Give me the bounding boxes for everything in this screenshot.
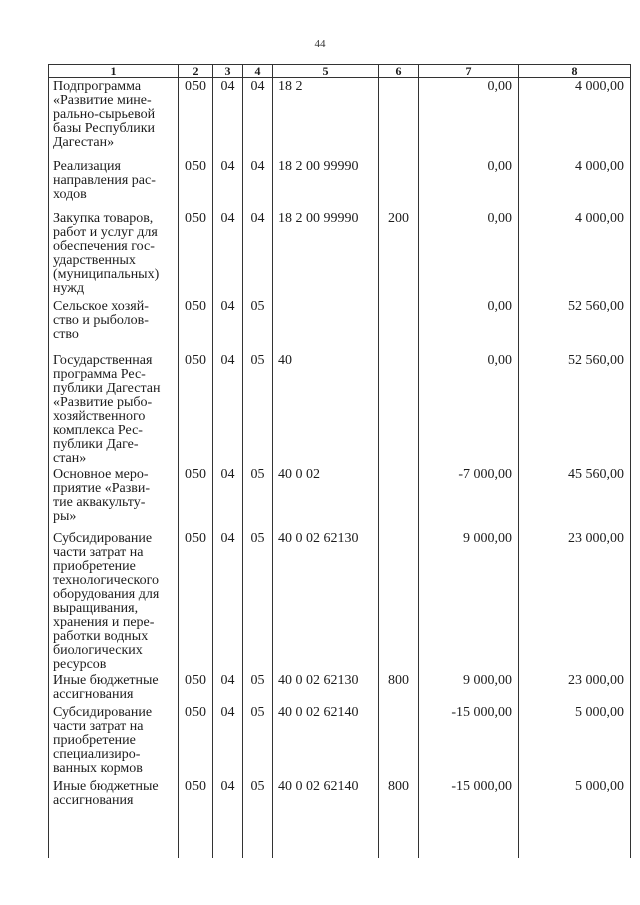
expense-type-cell bbox=[379, 78, 419, 158]
row-name-line: (муниципальных) bbox=[53, 266, 160, 282]
change-amount-cell: 0,00 bbox=[419, 158, 519, 210]
row-name-line: Закупка товаров, bbox=[53, 210, 154, 226]
column-header: 2 bbox=[179, 65, 213, 78]
subsection-code-cell: 04 bbox=[243, 210, 273, 298]
admin-code-cell: 050 bbox=[179, 352, 213, 466]
row-name-line: тие аквакульту- bbox=[53, 494, 146, 510]
target-article-cell: 18 2 00 99990 bbox=[273, 210, 379, 298]
row-name-cell bbox=[49, 352, 179, 466]
row-name-cell bbox=[49, 210, 179, 298]
total-amount-cell: 4 000,00 bbox=[519, 158, 631, 210]
column-header: 4 bbox=[243, 65, 273, 78]
subsection-code-cell: 04 bbox=[243, 78, 273, 158]
empty-cell bbox=[419, 836, 519, 858]
row-name-line: Сельское хозяй- bbox=[53, 298, 149, 314]
row-name-line: части затрат на bbox=[53, 544, 144, 560]
row-name-line: ресурсов bbox=[53, 656, 107, 672]
table-row bbox=[49, 158, 631, 210]
row-name-line: биологических bbox=[53, 642, 143, 658]
row-name-line: работ и услуг для bbox=[53, 224, 158, 240]
row-name-line: ры» bbox=[53, 508, 77, 524]
section-code-cell: 04 bbox=[213, 778, 243, 836]
row-name-line: выращивания, bbox=[53, 600, 139, 616]
table-row bbox=[49, 210, 631, 298]
row-name-line: части затрат на bbox=[53, 718, 144, 734]
row-name-line: ство и рыболов- bbox=[53, 312, 149, 328]
subsection-code-cell: 05 bbox=[243, 352, 273, 466]
row-name-line: Иные бюджетные bbox=[53, 778, 159, 794]
row-name-line: ассигнования bbox=[53, 686, 134, 702]
subsection-code-cell: 05 bbox=[243, 672, 273, 704]
row-name-line: Основное меро- bbox=[53, 466, 149, 482]
admin-code-cell: 050 bbox=[179, 466, 213, 530]
row-name-line: ходов bbox=[53, 186, 87, 202]
row-name-line: программа Рес- bbox=[53, 366, 146, 382]
change-amount-cell: 9 000,00 bbox=[419, 530, 519, 672]
section-code-cell: 04 bbox=[213, 530, 243, 672]
table-row bbox=[49, 530, 631, 672]
expense-type-cell bbox=[379, 466, 419, 530]
empty-cell bbox=[273, 836, 379, 858]
table-row bbox=[49, 672, 631, 704]
row-name-line: публики Даге- bbox=[53, 436, 139, 452]
row-name-cell bbox=[49, 78, 179, 158]
row-name-cell bbox=[49, 704, 179, 778]
row-name-line: хранения и пере- bbox=[53, 614, 155, 630]
subsection-code-cell: 05 bbox=[243, 778, 273, 836]
expense-type-cell: 800 bbox=[379, 778, 419, 836]
column-header: 8 bbox=[519, 65, 631, 78]
section-code-cell: 04 bbox=[213, 298, 243, 352]
row-name-line: ассигнования bbox=[53, 792, 134, 808]
target-article-cell: 40 0 02 62130 bbox=[273, 672, 379, 704]
budget-table bbox=[48, 64, 631, 858]
row-name-cell bbox=[49, 530, 179, 672]
row-name-line: оборудования для bbox=[53, 586, 160, 602]
column-header: 3 bbox=[213, 65, 243, 78]
row-name-cell bbox=[49, 466, 179, 530]
section-code-cell: 04 bbox=[213, 158, 243, 210]
row-name-line: работки водных bbox=[53, 628, 149, 644]
empty-cell bbox=[379, 836, 419, 858]
empty-cell bbox=[519, 836, 631, 858]
expense-type-cell bbox=[379, 158, 419, 210]
row-name-line: стан» bbox=[53, 450, 87, 466]
target-article-cell: 40 0 02 62140 bbox=[273, 704, 379, 778]
section-code-cell: 04 bbox=[213, 352, 243, 466]
total-amount-cell: 52 560,00 bbox=[519, 352, 631, 466]
change-amount-cell: 0,00 bbox=[419, 210, 519, 298]
row-name-line: ство bbox=[53, 326, 79, 342]
row-name-line: ударственных bbox=[53, 252, 136, 268]
admin-code-cell: 050 bbox=[179, 210, 213, 298]
change-amount-cell: -15 000,00 bbox=[419, 778, 519, 836]
row-name-line: Субсидирование bbox=[53, 530, 153, 546]
row-name-line: обеспечения гос- bbox=[53, 238, 155, 254]
total-amount-cell: 23 000,00 bbox=[519, 672, 631, 704]
row-name-line: рально-сырьевой bbox=[53, 107, 156, 122]
target-article-cell: 40 bbox=[273, 352, 379, 466]
expense-type-cell: 800 bbox=[379, 672, 419, 704]
row-name-cell bbox=[49, 778, 179, 836]
row-name-cell bbox=[49, 158, 179, 210]
target-article-cell: 40 0 02 bbox=[273, 466, 379, 530]
subsection-code-cell: 05 bbox=[243, 704, 273, 778]
admin-code-cell: 050 bbox=[179, 704, 213, 778]
row-name-line: Реализация bbox=[53, 158, 121, 174]
row-name-line: приятие «Разви- bbox=[53, 480, 151, 496]
table-row bbox=[49, 298, 631, 352]
row-name-cell bbox=[49, 672, 179, 704]
row-name-line: Подпрограмма bbox=[53, 79, 142, 94]
target-article-cell: 18 2 00 99990 bbox=[273, 158, 379, 210]
expense-type-cell: 200 bbox=[379, 210, 419, 298]
row-name-line: базы Республики bbox=[53, 121, 156, 136]
total-amount-cell: 5 000,00 bbox=[519, 704, 631, 778]
empty-cell bbox=[179, 836, 213, 858]
column-header: 5 bbox=[273, 65, 379, 78]
row-name-line: Иные бюджетные bbox=[53, 672, 159, 688]
table-body bbox=[49, 78, 631, 858]
section-code-cell: 04 bbox=[213, 78, 243, 158]
expense-type-cell bbox=[379, 704, 419, 778]
section-code-cell: 04 bbox=[213, 210, 243, 298]
admin-code-cell: 050 bbox=[179, 78, 213, 158]
change-amount-cell: 0,00 bbox=[419, 352, 519, 466]
total-amount-cell: 45 560,00 bbox=[519, 466, 631, 530]
subsection-code-cell: 05 bbox=[243, 466, 273, 530]
total-amount-cell: 23 000,00 bbox=[519, 530, 631, 672]
change-amount-cell: 9 000,00 bbox=[419, 672, 519, 704]
total-amount-cell: 4 000,00 bbox=[519, 78, 631, 158]
total-amount-cell: 5 000,00 bbox=[519, 778, 631, 836]
admin-code-cell: 050 bbox=[179, 298, 213, 352]
table-row bbox=[49, 778, 631, 836]
row-name-line: специализиро- bbox=[53, 746, 141, 762]
table-row bbox=[49, 352, 631, 466]
total-amount-cell: 52 560,00 bbox=[519, 298, 631, 352]
row-name-line: комплекса Рес- bbox=[53, 422, 143, 438]
total-amount-cell: 4 000,00 bbox=[519, 210, 631, 298]
change-amount-cell: -15 000,00 bbox=[419, 704, 519, 778]
row-name-line: «Развитие рыбо- bbox=[53, 394, 153, 410]
row-name-line: публики Дагестан bbox=[53, 380, 161, 396]
row-name-line: ванных кормов bbox=[53, 760, 143, 776]
empty-cell bbox=[243, 836, 273, 858]
target-article-cell: 18 2 bbox=[273, 78, 379, 158]
admin-code-cell: 050 bbox=[179, 530, 213, 672]
subsection-code-cell: 05 bbox=[243, 298, 273, 352]
row-name-line: приобретение bbox=[53, 732, 136, 748]
row-name-line: «Развитие мине- bbox=[53, 93, 152, 108]
row-name-line: Дагестан» bbox=[53, 135, 115, 150]
empty-cell bbox=[213, 836, 243, 858]
page-number: 44 bbox=[314, 38, 326, 50]
table-row bbox=[49, 466, 631, 530]
subsection-code-cell: 05 bbox=[243, 530, 273, 672]
row-name-cell bbox=[49, 298, 179, 352]
target-article-cell: 40 0 02 62140 bbox=[273, 778, 379, 836]
table-filler-row bbox=[49, 836, 631, 858]
table-row bbox=[49, 78, 631, 158]
empty-cell bbox=[49, 836, 179, 858]
column-header: 1 bbox=[49, 65, 179, 78]
section-code-cell: 04 bbox=[213, 466, 243, 530]
expense-type-cell bbox=[379, 530, 419, 672]
row-name-line: нужд bbox=[53, 280, 85, 296]
admin-code-cell: 050 bbox=[179, 778, 213, 836]
target-article-cell bbox=[273, 298, 379, 352]
column-header: 6 bbox=[379, 65, 419, 78]
expense-type-cell bbox=[379, 352, 419, 466]
admin-code-cell: 050 bbox=[179, 672, 213, 704]
row-name-line: Субсидирование bbox=[53, 704, 153, 720]
row-name-line: технологического bbox=[53, 572, 159, 588]
subsection-code-cell: 04 bbox=[243, 158, 273, 210]
target-article-cell: 40 0 02 62130 bbox=[273, 530, 379, 672]
row-name-line: направления рас- bbox=[53, 172, 156, 188]
expense-type-cell bbox=[379, 298, 419, 352]
admin-code-cell: 050 bbox=[179, 158, 213, 210]
row-name-line: Государственная bbox=[53, 352, 153, 368]
section-code-cell: 04 bbox=[213, 672, 243, 704]
change-amount-cell: 0,00 bbox=[419, 298, 519, 352]
section-code-cell: 04 bbox=[213, 704, 243, 778]
header-row bbox=[49, 65, 631, 78]
row-name-line: хозяйственного bbox=[53, 408, 146, 424]
change-amount-cell: 0,00 bbox=[419, 78, 519, 158]
row-name-line: приобретение bbox=[53, 558, 136, 574]
column-header: 7 bbox=[419, 65, 519, 78]
table-row bbox=[49, 704, 631, 778]
change-amount-cell: -7 000,00 bbox=[419, 466, 519, 530]
